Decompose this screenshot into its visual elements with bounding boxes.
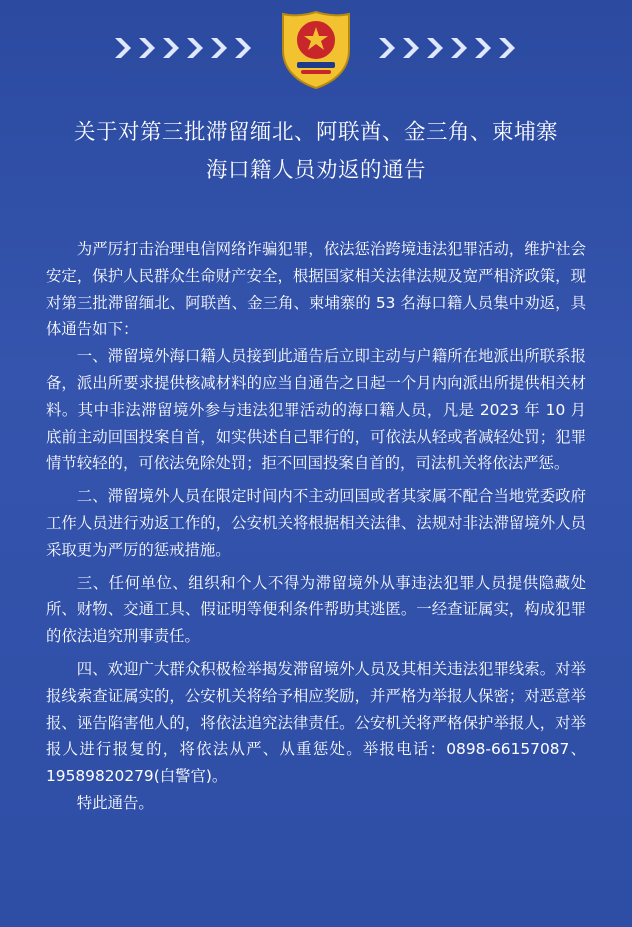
chevron-row-left: [112, 36, 254, 60]
chevron-right-icon: [136, 36, 158, 60]
intro-paragraph: 为严厉打击治理电信网络诈骗犯罪，依法惩治跨境违法犯罪活动，维护社会安定，保护人民群众生命财产安全，根据国家相关法律法规及宽严相济政策，现对第三批滞留缅北、阿联酋、金三角、柬埔寨的 53 名海口籍人员集中劝返，具体通告如下：: [46, 240, 586, 339]
chevron-right-icon: [448, 36, 470, 60]
chevron-row-right: [376, 36, 518, 60]
clause-4-paragraph: 四、欢迎广大群众积极检举揭发滞留境外人员及其相关违法犯罪线索。对举报线索查证属实的，公安机关将给予相应奖励，并严格为举报人保密；对恶意举报、诬告陷害他人的，将依法追究法律责任。公安机关将严格保护举报人，对举报人进行报复的，将依法从严、从重惩处。举报电话：0898-66157087、19589820279(白警官)。: [46, 659, 586, 786]
chevron-right-icon: [424, 36, 446, 60]
chevron-right-icon: [472, 36, 494, 60]
notice-title: [0, 114, 632, 190]
notice-body: [46, 236, 586, 817]
closing-paragraph: 特此通告。: [76, 793, 154, 812]
clause-2-paragraph: 二、滞留境外人员在限定时间内不主动回国或者其家属不配合当地党委政府工作人员进行劝返工作的，公安机关将根据相关法律、法规对非法滞留境外人员采取更为严厉的惩戒措施。: [46, 487, 586, 559]
clause-1-paragraph: 一、滞留境外海口籍人员接到此通告后立即主动与户籍所在地派出所联系报备，派出所要求提供核减材料的应当自通告之日起一个月内向派出所提供相关材料。其中非法滞留境外参与违法犯罪活动的海口籍人员，凡是 2023 年 10 月底前主动回国投案自首，如实供述自己罪行的，可依法从轻或者减轻处罚；犯罪情节较轻的，可依法免除处罚；拒不回国投案自首的，司法机关将依法严惩。: [46, 347, 586, 473]
chevron-right-icon: [112, 36, 134, 60]
chevron-right-icon: [400, 36, 422, 60]
police-badge-icon: [279, 10, 353, 90]
chevron-right-icon: [184, 36, 206, 60]
chevron-right-icon: [496, 36, 518, 60]
chevron-right-icon: [160, 36, 182, 60]
chevron-right-icon: [232, 36, 254, 60]
chevron-right-icon: [208, 36, 230, 60]
clause-3-paragraph: 三、任何单位、组织和个人不得为滞留境外从事违法犯罪人员提供隐藏处所、财物、交通工具、假证明等便利条件帮助其逃匿。一经查证属实，构成犯罪的依法追究刑事责任。: [46, 573, 586, 646]
chevron-right-icon: [376, 36, 398, 60]
title-line-1: 关于对第三批滞留缅北、阿联酋、金三角、柬埔寨: [73, 120, 558, 145]
header: [0, 10, 632, 90]
title-line-2: 海口籍人员劝返的通告: [205, 158, 426, 183]
